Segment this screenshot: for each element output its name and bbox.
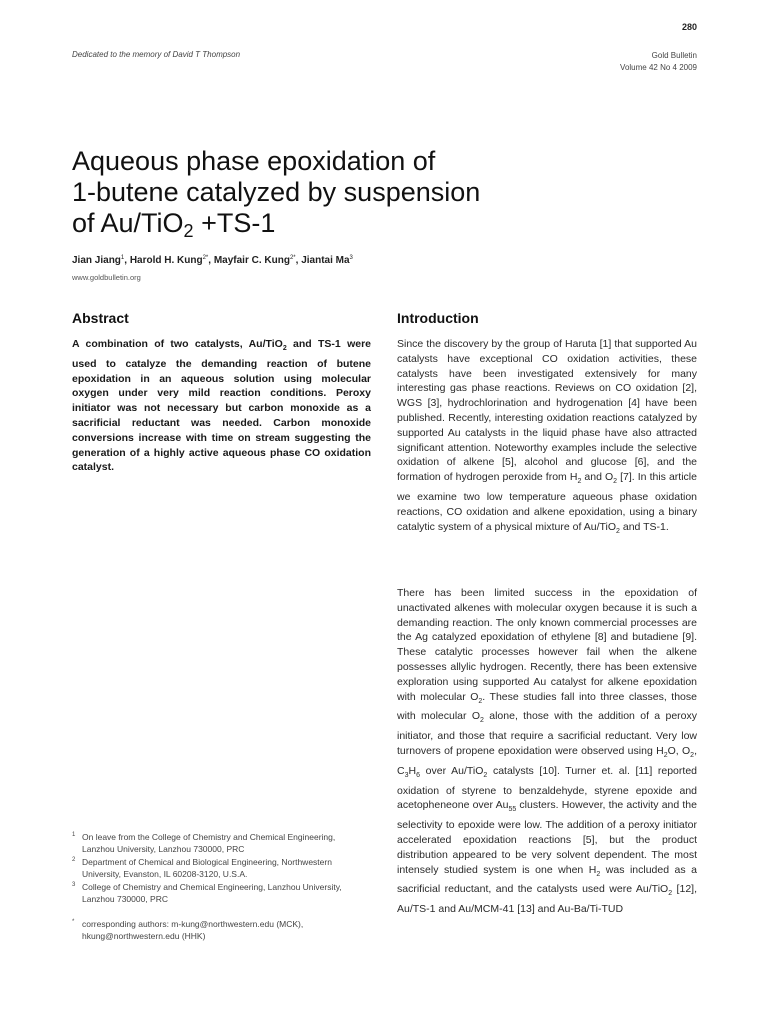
author-list [72,255,353,266]
introduction-paragraph-2: There has been limited success in the epoxidation of unactivated alkenes with molecular oxygen because it is such a demanding reaction. The only known commercial processes are the Ag catalyzed epoxidation of ethylene [8] and butadiene [9]. These catalytic processes however fail when the alkene possesses allylic hydrogen. Recently, there has been extensive exploration using supported Au catalyst for alkene epoxidation with molecular $O_2$. These studies fall into three classes, those with molecular $O_2$ alone, those with the addition of a peroxy initiator, and those that require a sacrificial reductant. Very low turnovers of propene epoxidation were observed using $H_2O$, $O_2$, $C_3H_6$ over Au/TiO$_2$ catalysts [10]. Turner et. al. [11] reported oxidation of styrene to benzaldehyde, styrene epoxide and acetopheneone over $Au_{55}$ clusters. However, the activity and the selectivity to epoxide were low. The addition of a peroxy initiator accelerated epoxidation reactions [5], but the product distribution appeared to be very solvent dependent. The most intensely studied system is one when $H_2$ was included as a sacrificial reductant, and the catalysts used were Au/TiO$_2$ [12], Au/TS-1 and Au/MCM-41 [13] and Au-Ba/Ti-TUD [397,587,697,916]
author-mark: 3 [349,255,353,261]
author-separator: , [295,255,302,266]
title-subscript: 2 [183,221,194,241]
journal-volume: Volume 42 No 4 2009 [620,63,697,72]
article-title [72,146,632,247]
author-mark: 1 [120,255,125,261]
introduction-paragraph-1: Since the discovery by the group of Haruta [1] that supported Au catalysts have exceptional CO oxidation activities, these catalysts have been investigated extensively for many interesting gas phase reactions. Reviews on CO oxidation [2], WGS [3], hydrochlorination and hydrogenation [4] have been published. Recently, interesting oxidation reactions catalyzed by supported Au catalysts in the liquid phase have also attracted significant attention. Noteworthy examples include the selective oxidation of alkene [5], alcohol and glucose [6], and the formation of hydrogen peroxide from $H_2$ and $O_2$ [7]. In this article we examine two low temperature aqueous phase oxidation reactions, CO oxidation and alkene epoxidation, using a binary catalytic system of a physical mixture of Au/TiO$_2$ and TS-1. [397,338,697,535]
author-name: Harold H. Kung [129,255,203,266]
dedication-line: Dedicated to the memory of David T Thompson [72,50,241,59]
author-name: Mayfair C. Kung [213,255,290,266]
author-name: Jiantai Ma [301,255,350,266]
website-link[interactable]: www.goldbulletin.org [72,273,141,282]
title-line-3-end: +TS-1 [193,208,276,238]
author-mark: 2* [289,255,296,261]
author-name: Jian Jiang [72,255,121,266]
abstract-heading: Abstract [72,310,129,326]
affiliation-footnote: 1 On leave from the College of Chemistry and Chemical Engineering, Lanzhou University, Lanzhou 730000, PRC [72,831,362,855]
author-mark: 2* [202,255,209,261]
footnote-mark: 1 [72,832,76,838]
page-number: 280 [681,22,697,32]
title-line-1: Aqueous phase epoxidation of [72,146,436,176]
corresponding-author-footnote: * corresponding authors: m-kung@northwestern.edu (MCK), hkung@northwestern.edu (HHK) [72,918,362,942]
abstract-body: A combination of two catalysts, Au/TiO$_2$ and TS-1 were used to catalyze the demanding reaction of butene epoxidation in an aqueous solution using molecular oxygen under very mild reaction conditions. Peroxy initiator was not necessary but carbon monoxide as a sacrificial reductant was needed. Carbon monoxide conversions increase with time on stream suggesting the generation of a highly active aqueous phase CO oxidation catalyst. [72,338,371,474]
footnote-mark: * [72,919,75,925]
introduction-heading: Introduction [397,310,479,326]
footnote-mark: 3 [72,882,76,888]
affiliation-footnote: 2 Department of Chemical and Biological Engineering, Northwestern University, Evanston, IL 60208-3120, U.S.A. [72,856,362,880]
footnote-mark: 2 [72,857,76,863]
footnotes [72,831,362,943]
author-separator: , [124,255,130,266]
author-separator: , [208,255,214,266]
journal-name: Gold Bulletin [651,51,697,60]
title-line-3: of Au/TiO [72,208,184,238]
affiliation-footnote: 3 College of Chemistry and Chemical Engineering, Lanzhou University, Lanzhou 730000, PRC [72,881,362,905]
title-line-2: 1-butene catalyzed by suspension [72,177,481,207]
journal-info [620,50,697,74]
